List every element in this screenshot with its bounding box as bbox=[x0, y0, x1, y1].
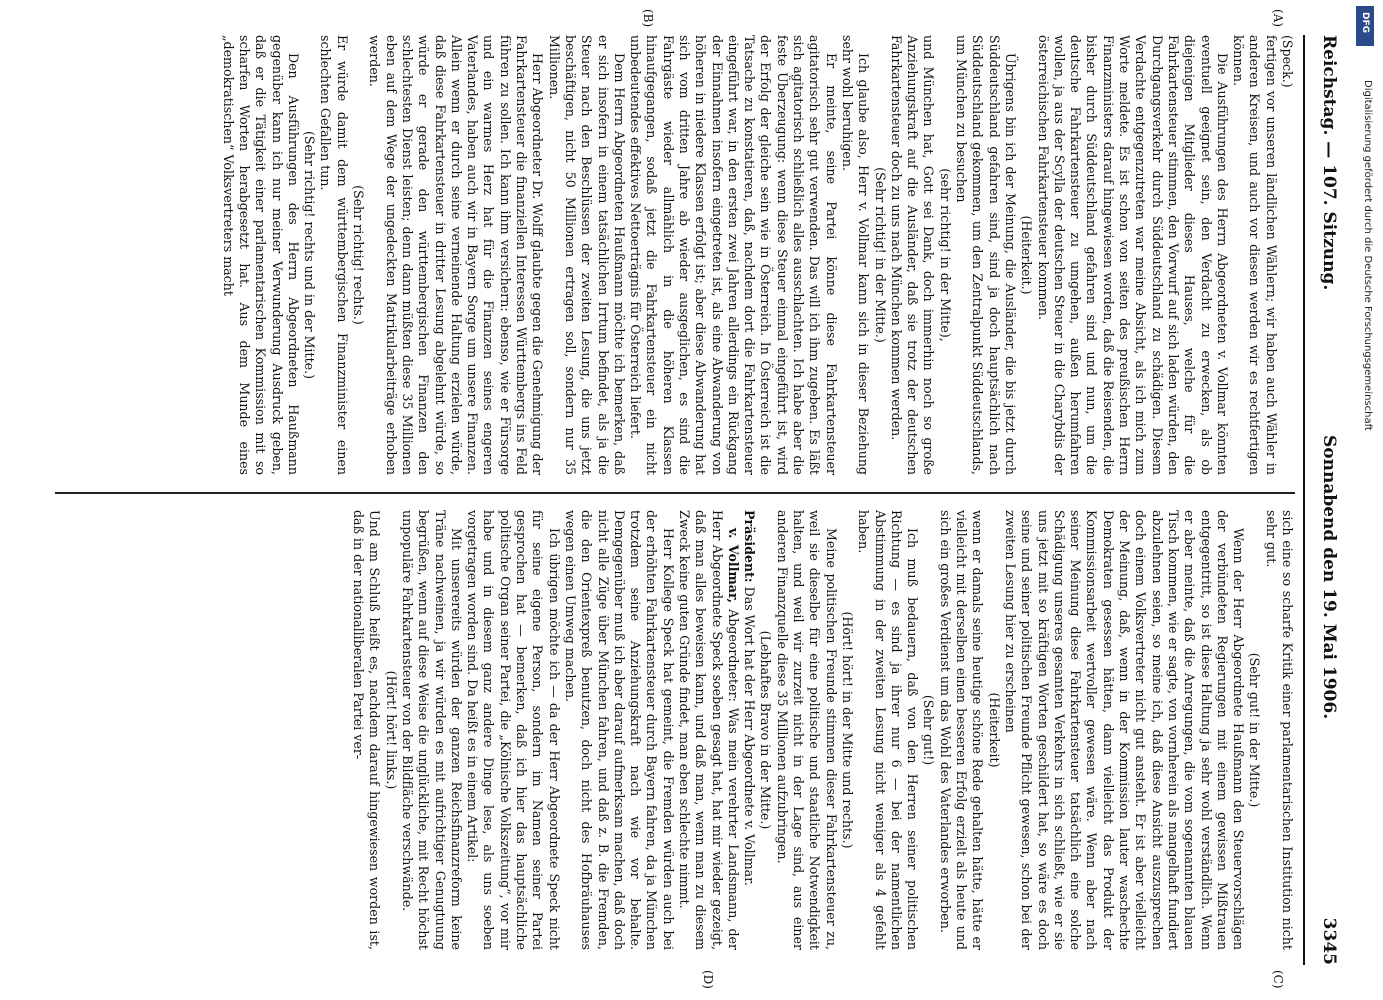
paragraph: Ich muß bedauern, daß von den Herren seiner politischen Richtung — es sind ja ihrer nur 6 — bei der namentlichen Abstimmung in der zweiten Lesung nicht weniger als 4 gefehlt haben. bbox=[856, 510, 921, 950]
paragraph: Die Ausführungen des Herrn Abgeordneten v. Vollmar könnten eventuell geeignet sein, den Verdacht zu erwecken, als ob diejenigen Mitglieder dieses Hauses, welche für die Fahrkartensteuer stimmen, den Vorwurf auf sich laden würden, den Durchgangsverkehr durch Süddeutschland zu schädigen. Diesem Verdachte entgegenzutreten war meine Absicht, als ich mich zum Worte meldete. Es ist schon von seiten des preußischen Herrn Finanzministers darauf hingewiesen worden, daß die Reisenden, die bisher durch Süddeutschland gefahren sind und nun, um die deutsche Fahrkartensteuer zu umgehen, außen herumfahren wollen, ja aus der Scylla der deutschen Steuer in die Charybdis der österreichischen Fahrkartensteuer kommen. bbox=[1035, 35, 1230, 475]
margin-mark-b: (B) bbox=[641, 9, 655, 28]
paragraph: (Sehr gut!) bbox=[921, 694, 937, 766]
column-divider bbox=[55, 492, 1295, 494]
paragraph: v. Vollmar, Abgeordneter: Was mein verehrter Landsmann, der Herr Abgeordnete Speck soeben gesagt hat, hat mir wieder gezeigt, daß man alles beweisen kann, und daß man, wenn man zu diesem Zweck keine guten Gründe findet, man eben schlechte nimmt. bbox=[677, 510, 741, 950]
paragraph: (Heiterkeit.) bbox=[1019, 215, 1035, 295]
header-session: Reichstag. — 107. Sitzung. bbox=[1319, 35, 1339, 291]
margin-mark-d: (D) bbox=[701, 970, 715, 989]
paragraph: (Heiterkeit) bbox=[986, 692, 1002, 768]
paragraph: (Sehr gut! in der Mitte.) bbox=[1247, 652, 1263, 808]
margin-mark-a: (A) bbox=[1271, 9, 1285, 28]
paragraph: Ich glaube also, Herr v. Vollmar kann sich in dieser Beziehung sehr wohl beruhigen. bbox=[839, 35, 872, 475]
paragraph: Präsident: Das Wort hat der Herr Abgeordnete v. Vollmar. bbox=[742, 510, 758, 886]
left-text-column bbox=[55, 35, 1295, 475]
paragraph: und München hat, Gott sei Dank, doch immerhin noch so große Anziehungskraft auf die Ausländer, daß sie trotz der deutschen Fahrkartensteuer doch zu uns nach München kommen werden. bbox=[888, 35, 937, 475]
paragraph: Ich übrigen möchte ich — da der Herr Abgeordnete Speck nicht für seine eigene Person, sondern im Namen seiner Partei gesprochen hat — bemerken, daß ich hier das hauptsächliche politische Organ seiner Partei, die „Kölnische Volkszeitung“, vor mir habe und in diesem ganz andere Dinge lese, als uns soeben vorgetragen worden sind. Da heißt es in einem Artikel: bbox=[465, 510, 562, 950]
paragraph: Er meinte, seine Partei könne diese Fahrkartensteuer agitatorisch sehr gut verwenden. Das will ich ihm zugeben. Es läßt sich agitatorisch schließlich alles ausschlachten. Ich habe aber die feste Überzeugung: wenn diese Steuer einmal eingeführt ist, wird der Erfolg der gleiche sein wie in Österreich. In Österreich ist die Tatsache zu konstatieren, daß, nachdem dort die Fahrkartensteuer eingeführt war, in den ersten zwei Jahren allerdings ein Rückgang der Einnahmen insofern eingetreten ist, als eine Abwanderung von höheren in niedere Klassen erfolgt ist; aber diese Abwanderung hat sich vom dritten Jahre ab wieder ausgeglichen, es sind die Fahrgäste wieder allmählich in die höheren Klassen hinaufgegangen, sodaß jetzt die Fahrkartensteuer ein nicht unbedeutendes effektives Nettoerträgnis für Österreich liefert. bbox=[628, 35, 839, 475]
paragraph: (sehr richtig! in der Mitte), bbox=[937, 168, 953, 342]
paragraph: Wenn der Herr Abgeordnete Haußmann den Steuervorschlägen der verbündeten Regierungen mit einem gewissen Mißtrauen entgegentritt, so ist diese Haltung ja sehr wohl verständlich. Wenn er aber meinte, daß die Anregungen, die vom sogenannten blauen Tisch kommen, wie er sagte, von vornherein als mangelhaft fundiert abzulehnen seien, so meine ich, daß diese Ansicht auszusprechen doch einem Volksvertreter nicht gut ansteht. Er ist aber vielleicht der Meinung, daß, wenn in der Kommission lauter waschechte Demokraten gesessen hätten, dann vielleicht das Produkt der Kommissionsarbeit wertvoller gewesen wäre. Wenn aber nach seiner Meinung diese Fahrkartensteuer tatsächlich eine solche Schädigung unseres gesamten Verkehrs in sich schließt, wie er sie uns jetzt mit so kräftigen Worten geschildert hat, so wäre es doch seine und seiner politischen Freunde Pflicht gewesen, schon bei der zweiten Lesung hier zu erscheinen bbox=[1002, 510, 1247, 950]
paragraph: Mit unserereits würden der ganzen Reichsfinanzreform keine Träne nachweinen, ja wir würden es mit aufrichtiger Genugtuung begrüßen, wenn auf diese Weise die unglückliche, mit Recht höchst unpopuläre Fahrkartensteuer von der Bildfläche verschwände. bbox=[399, 510, 464, 950]
funding-credit: Digitalisierung gefördert durch die Deutsche Forschungsgemeinschaft bbox=[1362, 80, 1373, 431]
paragraph: Und am Schluß heißt es, nachdem darauf hingewiesen worden ist, daß in der nationalliberalen Partei ver- bbox=[351, 510, 383, 950]
paragraph: Dem Herrn Abgeordneten Haußmann möchte ich bemerken, daß er sich insofern in einem tatsächlichen Irrtum befindet, als ja die Steuer nach den Beschlüssen der zweiten Lesung, die uns jetzt beschäftigen, nicht 50 Millionen ertragen soll, sondern nur 35 Millionen. bbox=[546, 35, 627, 475]
paragraph: (Sehr richtig! rechts und in der Mitte.) bbox=[302, 130, 318, 380]
paragraph: fertigen vor unseren ländlichen Wählern; wir haben auch Wähler in anderen Kreisen, und auch vor diesen werden wir es rechtfertigen können. bbox=[1231, 35, 1279, 475]
paragraph: (Hört! hört! in der Mitte und rechts.) bbox=[839, 611, 855, 849]
paragraph: (Sehr richtig! rechts.) bbox=[351, 185, 367, 325]
paragraph: (Lebhaftes Bravo in der Mitte.) bbox=[758, 630, 774, 830]
paragraph: wenn er damals seine heutige schöne Rede gehalten hätte, hätte er vielleicht mit derselben einen besseren Erfolg erzielt als heute und sich ein großes Verdienst um das Wohl des Vaterlandes erworben. bbox=[937, 510, 986, 950]
paragraph: (Sehr richtig! in der Mitte.) bbox=[872, 167, 888, 343]
paragraph: Herr Abgeordneter Dr. Wolff glaubte gegen die Genehmigung der Fahrkartensteuer die finanziellen Interessen Württembergs ins Feld führen zu sollen. Ich kann ihm versichern: ebenso, wie er Fürsorge und ein warmes Herz hat für die Finanzen seines engeren Vaterlandes, haben auch wir in Bayern Sorge um unsere Finanzen. Allein wenn er durch seine verneinende Haltung erzielen würde, daß diese Fahrkartensteuer in dritter Lesung abgelehnt würde, so würde er gerade den württembergischen Finanzen den schlechtesten Dienst leisten; denn dann müßten diese 35 Millionen eben auf dem Wege der ungedeckten Matrikularbeiträge erhoben werden. bbox=[367, 35, 546, 475]
paragraph: sich eine so scharfe Kritik einer parlamentarischen Institution nicht sehr gut. bbox=[1263, 510, 1295, 950]
header-page-number: 3345 bbox=[1319, 917, 1339, 965]
paragraph: (Speck.) bbox=[1280, 35, 1295, 88]
header-date: Sonnabend den 19. Mai 1906. bbox=[1319, 435, 1339, 720]
page-header bbox=[1303, 35, 1345, 965]
paragraph: (Hört! hört! links.) bbox=[383, 670, 399, 790]
paragraph: Er würde damit dem württembergischen Finanzminister einen schlechten Gefallen tun. bbox=[318, 35, 350, 475]
right-text-column bbox=[55, 510, 1295, 950]
paragraph: Herr Kollege Speck hat gemeint, die Fremden würden auch bei der erhöhten Fahrkartensteuer durch Bayern fahren, da ja München trotzdem seine Anziehungskraft nach wie vor behalte. Demgegenüber muß ich aber darauf aufmerksam machen, daß doch nicht alle Züge über München fahren, und daß z. B. die Fremden, die den Orientexpreß benutzen, doch nicht des Hofbräuhauses wegen einen Umweg machen. bbox=[562, 510, 676, 950]
paragraph: Meine politischen Freunde stimmen dieser Fahrkartensteuer zu, weil sie dieselbe für eine politische und staatliche Notwendigkeit halten, und weil wir zurzeit nicht in der Lage sind, aus einer anderen Finanzquelle diese 35 Millionen aufzubringen. bbox=[774, 510, 839, 950]
paragraph: Den Ausführungen des Herrn Abgeordneten Haußmann gegenüber kann ich nur meiner Verwunderung Ausdruck geben, daß er die Tätigkeit einer parlamentarischen Kommission mit so scharfen Worten herabgesetzt hat. Aus dem Munde eines „demokratischen“ Volksvertreters macht bbox=[220, 35, 301, 475]
rotated-page-content bbox=[55, 9, 1345, 989]
margin-mark-c: (C) bbox=[1271, 970, 1285, 989]
dfg-logo: DFG bbox=[1356, 6, 1374, 46]
paragraph: Übrigens bin ich der Meinung, die Ausländer, die bis jetzt durch Süddeutschland gefahren sind, sind ja doch hauptsächlich nach Süddeutschland gekommen, um den Zentralpunkt Süddeutschlands, um München zu besuchen bbox=[954, 35, 1018, 475]
